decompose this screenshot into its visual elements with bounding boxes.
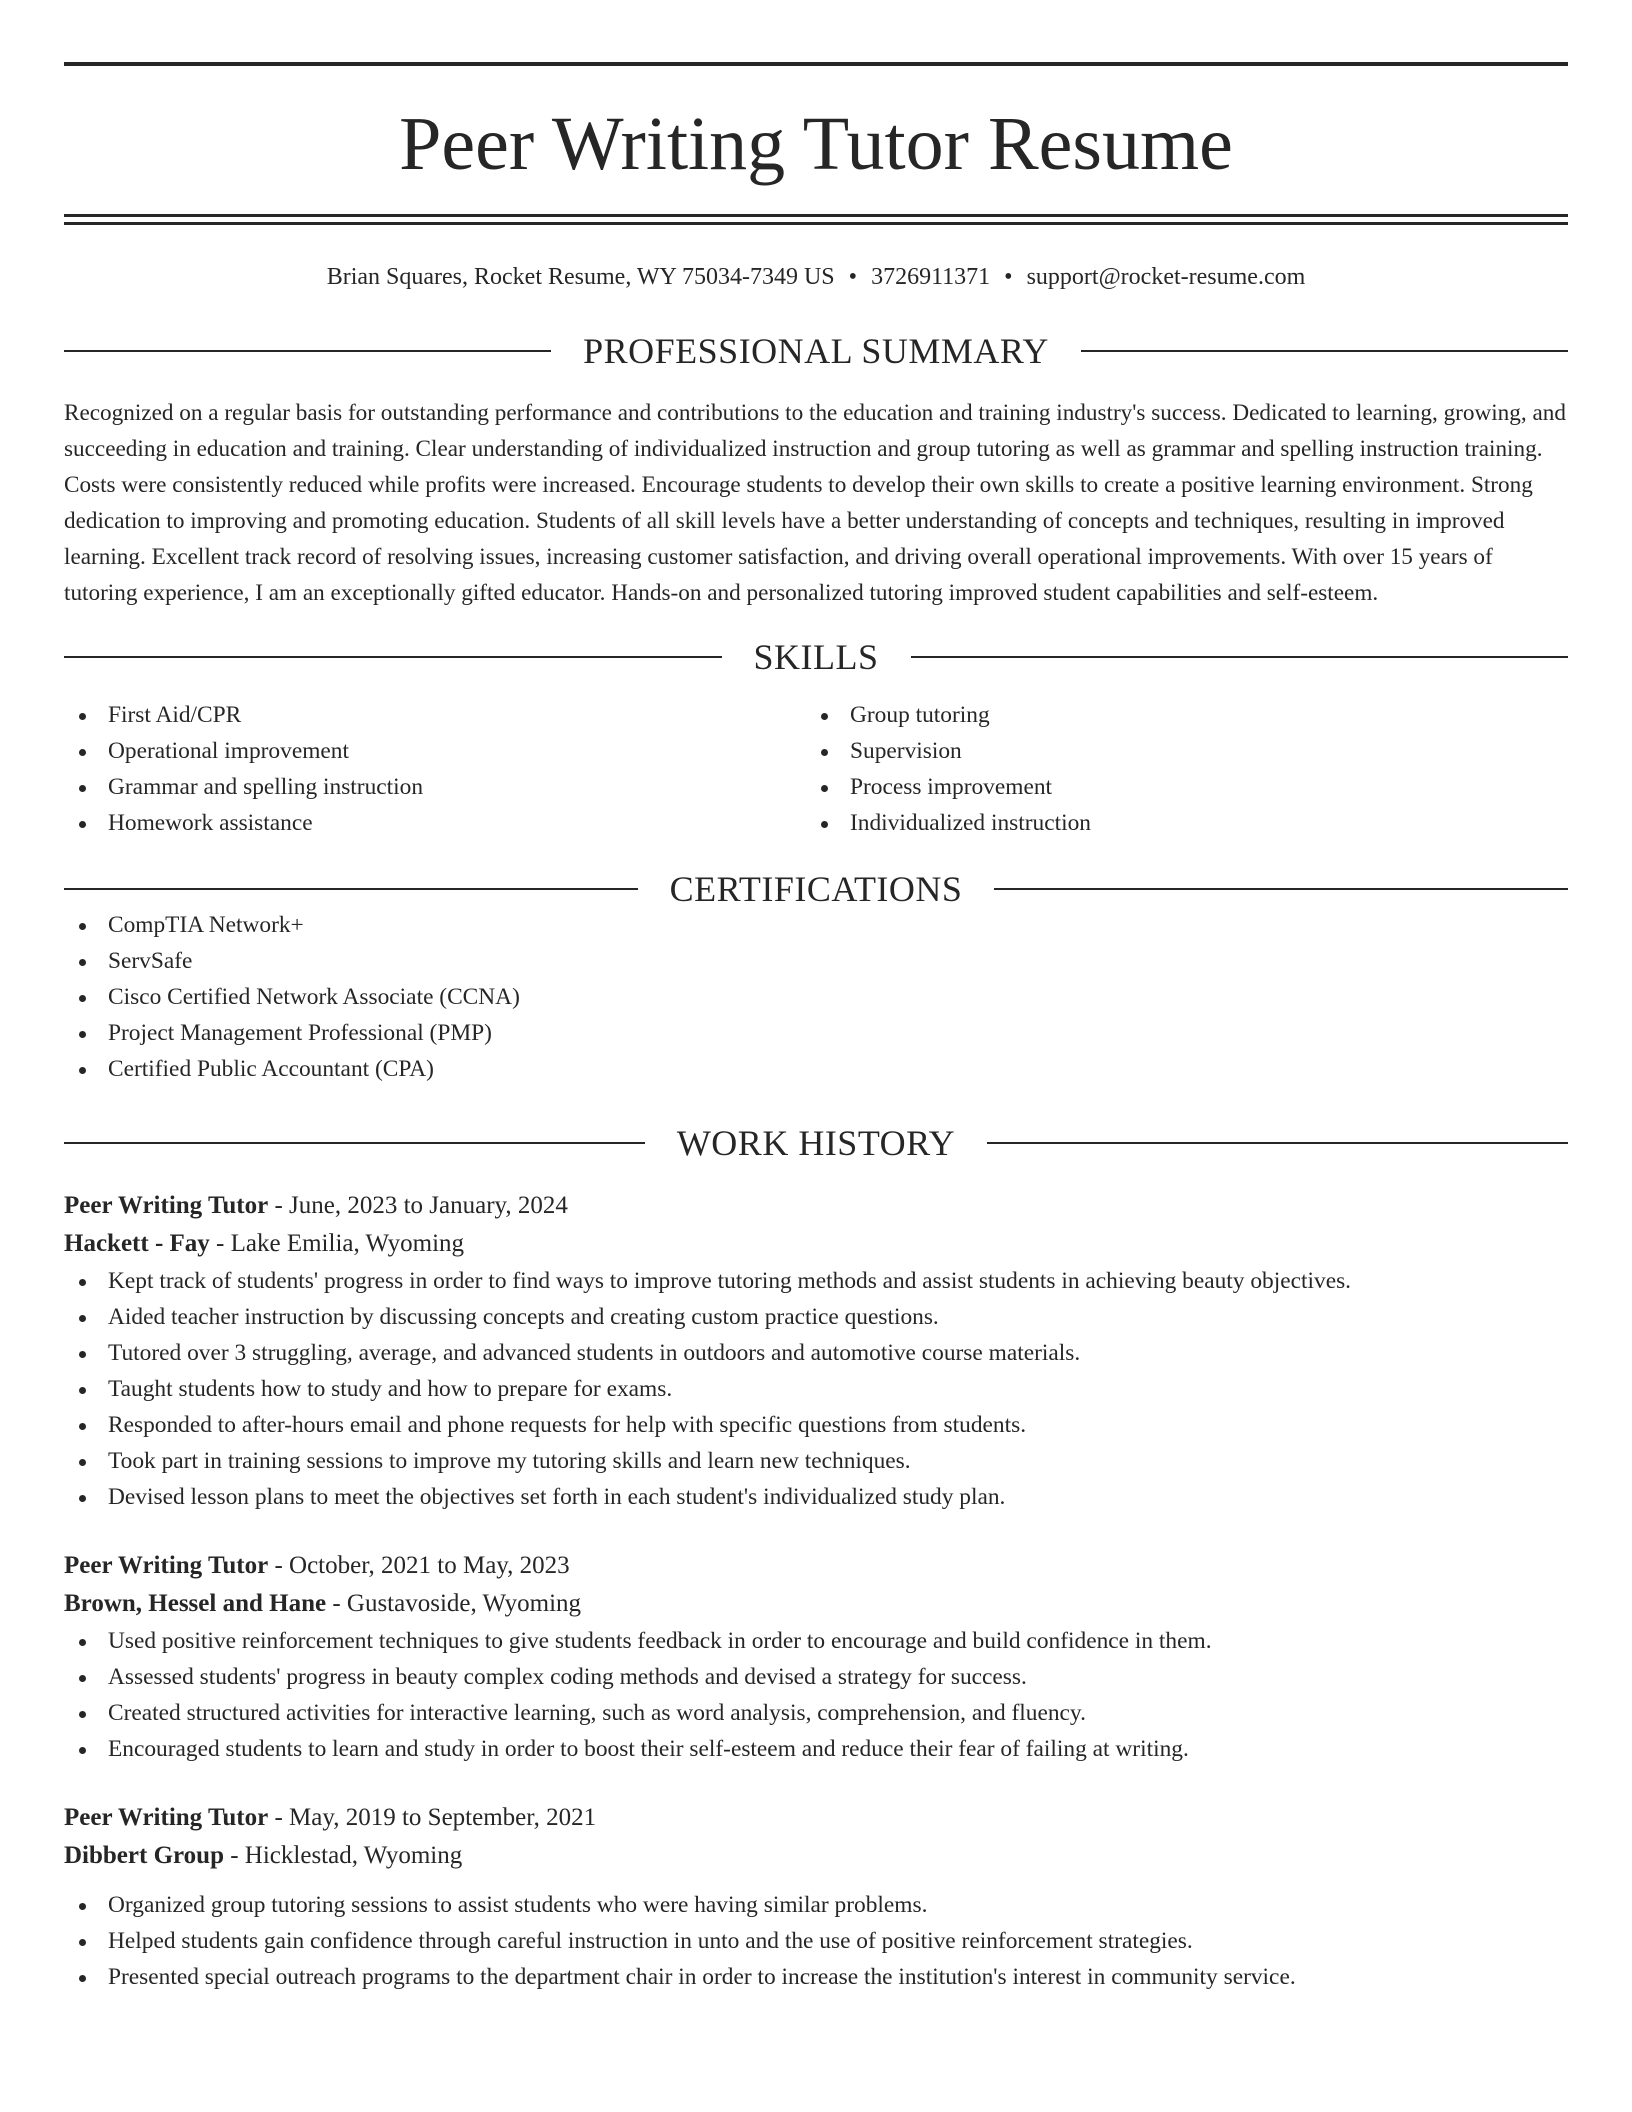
job-dates: - October, 2021 to May, 2023 — [268, 1552, 570, 1579]
skills-column-right — [806, 697, 1548, 841]
title-double-rule — [64, 214, 1568, 225]
job-company: Dibbert Group — [64, 1842, 224, 1869]
section-heading-certifications — [64, 871, 1568, 907]
skill-item: Process improvement — [806, 769, 1548, 805]
heading-rule — [64, 1142, 645, 1144]
job-bullet-list — [64, 1623, 1568, 1767]
section-title: PROFESSIONAL SUMMARY — [583, 331, 1049, 371]
job-bullet: Assessed students' progress in beauty complex coding methods and devised a strategy for success. — [64, 1659, 1568, 1695]
certification-item: Cisco Certified Network Associate (CCNA) — [64, 979, 1568, 1015]
job-entry — [64, 1799, 1568, 1995]
job-title: Peer Writing Tutor — [64, 1804, 269, 1831]
heading-rule — [64, 888, 638, 890]
job-bullet: Helped students gain confidence through careful instruction in unto and the use of positive reinforcement strategies. — [64, 1923, 1568, 1959]
job-company-line — [64, 1585, 1568, 1623]
heading-rule — [64, 350, 551, 352]
job-bullet: Encouraged students to learn and study in order to boost their self-esteem and reduce their fear of failing at writing. — [64, 1731, 1568, 1767]
skill-item: Supervision — [806, 733, 1548, 769]
job-location: - Hicklestad, Wyoming — [223, 1842, 463, 1869]
job-bullet: Presented special outreach programs to the department chair in order to increase the institution's interest in community service. — [64, 1959, 1568, 1995]
job-company: Hackett - Fay — [64, 1230, 210, 1257]
section-heading-skills — [64, 639, 1568, 675]
heading-rule — [994, 888, 1568, 890]
section-heading-summary — [64, 333, 1568, 369]
job-title: Peer Writing Tutor — [64, 1552, 269, 1579]
job-bullet: Aided teacher instruction by discussing concepts and creating custom practice questions. — [64, 1299, 1568, 1335]
contact-email: support@rocket-resume.com — [1026, 264, 1306, 290]
contact-phone: 3726911371 — [871, 264, 991, 290]
heading-rule — [911, 656, 1569, 658]
certification-list — [64, 907, 1568, 1087]
skill-item: Homework assistance — [64, 805, 806, 841]
certification-item: Project Management Professional (PMP) — [64, 1015, 1568, 1051]
job-location: - Lake Emilia, Wyoming — [209, 1230, 465, 1257]
resume-content — [64, 62, 1568, 1995]
skill-item: Grammar and spelling instruction — [64, 769, 806, 805]
job-bullet: Devised lesson plans to meet the objectives set forth in each student's individualized study plan. — [64, 1479, 1568, 1515]
section-title: CERTIFICATIONS — [669, 869, 963, 909]
job-company-line — [64, 1225, 1568, 1263]
job-location: - Gustavoside, Wyoming — [326, 1590, 582, 1617]
job-bullet: Organized group tutoring sessions to assist students who were having similar problems. — [64, 1887, 1568, 1923]
page-title: Peer Writing Tutor Resume — [399, 102, 1233, 186]
job-dates: - June, 2023 to January, 2024 — [268, 1192, 568, 1219]
skill-item: Group tutoring — [806, 697, 1548, 733]
contact-address: Brian Squares, Rocket Resume, WY 75034-7349 US — [326, 264, 835, 290]
job-entry — [64, 1547, 1568, 1767]
job-title-line — [64, 1799, 1568, 1837]
job-title: Peer Writing Tutor — [64, 1192, 269, 1219]
job-bullet: Responded to after-hours email and phone requests for help with specific questions from students. — [64, 1407, 1568, 1443]
job-bullet: Tutored over 3 struggling, average, and advanced students in outdoors and automotive course materials. — [64, 1335, 1568, 1371]
job-dates: - May, 2019 to September, 2021 — [268, 1804, 597, 1831]
top-rule — [64, 62, 1568, 66]
contact-line — [64, 261, 1568, 293]
job-bullet: Took part in training sessions to improve my tutoring skills and learn new techniques. — [64, 1443, 1568, 1479]
section-heading-work-history — [64, 1125, 1568, 1161]
job-bullet: Created structured activities for interactive learning, such as word analysis, comprehension, and fluency. — [64, 1695, 1568, 1731]
heading-rule — [1081, 350, 1568, 352]
heading-rule — [987, 1142, 1568, 1144]
job-bullet: Kept track of students' progress in order to find ways to improve tutoring methods and assist students in achieving beauty objectives. — [64, 1263, 1568, 1299]
skill-item: Operational improvement — [64, 733, 806, 769]
certification-item: Certified Public Accountant (CPA) — [64, 1051, 1568, 1087]
job-bullet-list — [64, 1263, 1568, 1515]
heading-rule — [64, 656, 722, 658]
skills-grid — [64, 697, 1568, 841]
skill-item: First Aid/CPR — [64, 697, 806, 733]
job-title-line — [64, 1187, 1568, 1225]
skills-column-left — [64, 697, 806, 841]
section-title: SKILLS — [753, 637, 879, 677]
certification-item: ServSafe — [64, 943, 1568, 979]
summary-text: Recognized on a regular basis for outstanding performance and contributions to the education and training industry's success. Dedicated to learning, growing, and succeeding in education and training. Clear understanding of individualized instruction and group tutoring as well as grammar and spelling instruction training. Costs were consistently reduced while profits were increased. Encourage students to develop their own skills to create a positive learning environment. Strong dedication to improving and promoting education. Students of all skill levels have a better understanding of concepts and techniques, resulting in improved learning. Excellent track record of resolving issues, increasing customer satisfaction, and driving overall operational improvements. With over 15 years of tutoring experience, I am an exceptionally gifted educator. Hands-on and personalized tutoring improved student capabilities and self-esteem. — [64, 400, 1566, 606]
job-company: Brown, Hessel and Hane — [64, 1590, 327, 1617]
job-bullet: Used positive reinforcement techniques to give students feedback in order to encourage and build confidence in them. — [64, 1623, 1568, 1659]
job-company-line — [64, 1837, 1568, 1875]
contact-separator: • — [1004, 264, 1013, 290]
certification-item: CompTIA Network+ — [64, 907, 1568, 943]
section-title: WORK HISTORY — [676, 1123, 956, 1163]
job-title-line — [64, 1547, 1568, 1585]
skill-item: Individualized instruction — [806, 805, 1548, 841]
contact-separator: • — [848, 264, 858, 290]
job-bullet-list — [64, 1887, 1568, 1995]
job-bullet: Taught students how to study and how to prepare for exams. — [64, 1371, 1568, 1407]
job-entry — [64, 1187, 1568, 1515]
